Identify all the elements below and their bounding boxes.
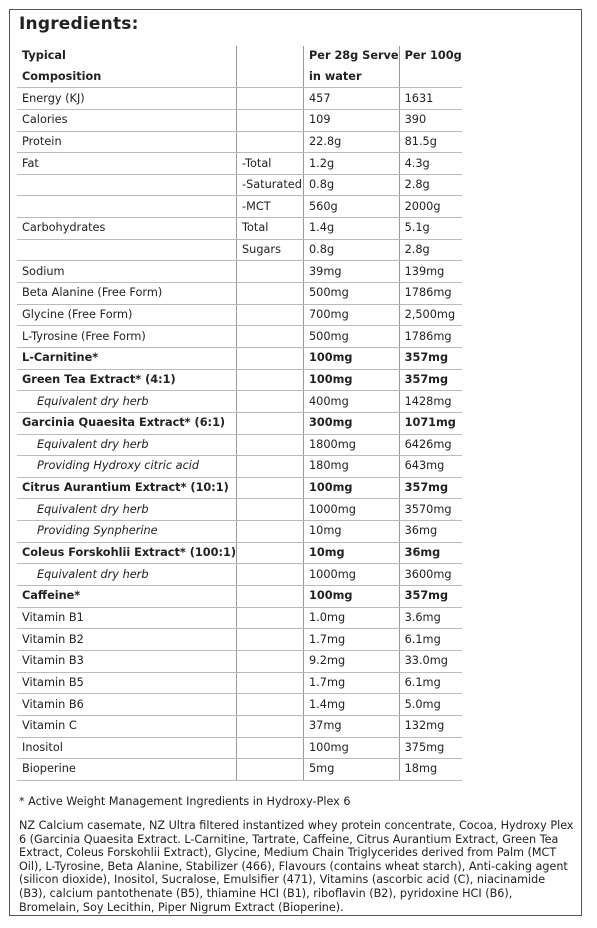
nutrient-name [17, 434, 237, 456]
nutrient-subtype [237, 153, 304, 175]
nutrient-name [17, 347, 237, 369]
nutrient-name-text: Providing Synpherine [37, 524, 158, 538]
nutrient-name [17, 672, 237, 694]
per-serve-value-text: 37mg [309, 719, 342, 733]
nutrient-name-text: Carbohydrates [22, 221, 106, 235]
nutrient-name-text: Energy (KJ) [22, 91, 85, 105]
nutrient-name [17, 607, 237, 629]
nutrient-subtype [237, 607, 304, 629]
per-serve-value-text: 457 [309, 91, 331, 105]
per-serve-value [304, 131, 400, 153]
per-serve-value [304, 672, 400, 694]
nutrient-name-text: Vitamin C [22, 719, 77, 733]
nutrient-name [17, 715, 237, 737]
per-100g-value-text: 18mg [404, 762, 438, 776]
per-100g-value-text: 1631 [404, 91, 434, 105]
per-serve-value-text: 100mg [309, 589, 353, 603]
nutrient-subtype [237, 218, 304, 240]
per-100g-value [399, 564, 462, 586]
nutrient-subtype [237, 629, 304, 651]
nutrient-name-text: Green Tea Extract* (4:1) [22, 372, 176, 386]
per-serve-value-text: 22.8g [309, 134, 342, 148]
per-100g-value [399, 715, 462, 737]
nutrient-subtype [237, 737, 304, 759]
table-row [17, 607, 462, 629]
per-serve-value [304, 239, 400, 261]
per-100g-value-text: 1786mg [404, 329, 452, 343]
nutrient-subtype [237, 131, 304, 153]
table-row [17, 196, 462, 218]
nutrient-name-text: L-Carnitine* [22, 351, 99, 365]
per-serve-value-text: 1.7mg [309, 675, 346, 689]
per-serve-value [304, 694, 400, 716]
nutrient-name-text: Glycine (Free Form) [22, 308, 133, 321]
per-100g-value [399, 153, 462, 175]
per-100g-value-text: 3600mg [404, 567, 452, 581]
per-100g-value-text: 139mg [404, 264, 445, 278]
per-serve-value-text: 100mg [309, 372, 353, 386]
nutrient-name-text: Bioperine [22, 762, 76, 776]
per-100g-value [399, 694, 462, 716]
table-row [17, 672, 462, 694]
table-row [17, 109, 462, 131]
table-header-row [17, 46, 462, 67]
nutrient-name-text: Vitamin B3 [22, 654, 84, 668]
per-100g-value [399, 326, 462, 348]
nutrient-subtype [237, 304, 304, 326]
per-100g-value-text: 2000g [404, 199, 441, 213]
per-100g-value-text: 357mg [404, 589, 449, 603]
header-per-100g: Per 100g [399, 46, 462, 67]
per-100g-value [399, 218, 462, 240]
nutrient-subtype [237, 672, 304, 694]
nutrient-name [17, 737, 237, 759]
footnote: * Active Weight Management Ingredients in Hydroxy-Plex 6 [19, 795, 351, 808]
nutrient-subtype [237, 391, 304, 413]
per-serve-value-text: 1.7mg [309, 632, 346, 646]
per-100g-value-text: 36mg [404, 546, 441, 560]
per-serve-value-text: 5mg [309, 762, 335, 776]
per-serve-value [304, 737, 400, 759]
per-100g-value [399, 109, 462, 131]
per-100g-value-text: 5.0mg [404, 697, 441, 711]
table-row [17, 715, 462, 737]
per-100g-value-text: 6.1mg [404, 675, 441, 689]
table-row [17, 737, 462, 759]
per-100g-value-text: 2,500mg [404, 308, 456, 321]
header-composition: Composition [17, 67, 237, 88]
per-serve-value [304, 218, 400, 240]
per-serve-value [304, 499, 400, 521]
per-100g-value-text: 6.1mg [404, 632, 441, 646]
nutrient-name [17, 521, 237, 543]
per-100g-value-text: 375mg [404, 740, 445, 754]
nutrient-subtype [237, 499, 304, 521]
header-per-100g-blank [399, 67, 462, 88]
per-100g-value [399, 586, 462, 608]
per-serve-value-text: 109 [309, 113, 331, 127]
table-row [17, 542, 462, 564]
per-serve-value [304, 650, 400, 672]
nutrient-subtype [237, 586, 304, 608]
per-serve-value [304, 412, 400, 434]
header-sub-blank-2 [237, 67, 304, 88]
per-serve-value [304, 174, 400, 196]
nutrient-name [17, 239, 237, 261]
per-100g-value-text: 132mg [404, 719, 445, 733]
nutrient-subtype [237, 694, 304, 716]
table-row [17, 304, 462, 326]
nutrient-subtype [237, 174, 304, 196]
per-serve-value [304, 326, 400, 348]
per-serve-value-text: 1.0mg [309, 610, 346, 624]
nutrient-name [17, 586, 237, 608]
table-header-row-2 [17, 67, 462, 88]
table-row [17, 369, 462, 391]
per-serve-value [304, 261, 400, 283]
table-row [17, 629, 462, 651]
nutrient-name [17, 391, 237, 413]
nutrient-subtype [237, 88, 304, 110]
nutrient-name [17, 218, 237, 240]
table-row [17, 456, 462, 478]
nutrient-name-text: Garcinia Quaesita Extract* (6:1) [22, 416, 226, 430]
per-100g-value-text: 4.3g [404, 156, 430, 170]
nutrient-name [17, 261, 237, 283]
table-row [17, 88, 462, 110]
table-row [17, 521, 462, 543]
per-100g-value [399, 607, 462, 629]
nutrient-name-text: Equivalent dry herb [37, 437, 149, 451]
nutrient-subtype-text: -Saturated [242, 178, 302, 192]
nutrient-name [17, 412, 237, 434]
nutrient-name-text: Protein [22, 134, 62, 148]
per-serve-value-text: 500mg [309, 286, 349, 300]
per-serve-value [304, 715, 400, 737]
nutrient-subtype [237, 477, 304, 499]
nutrient-subtype [237, 412, 304, 434]
per-100g-value [399, 261, 462, 283]
per-serve-value [304, 109, 400, 131]
nutrient-subtype [237, 347, 304, 369]
per-100g-value [399, 477, 462, 499]
nutrient-subtype-text: -MCT [242, 199, 271, 213]
per-serve-value [304, 88, 400, 110]
per-serve-value-text: 0.8g [309, 243, 335, 257]
nutrient-name-text: Vitamin B1 [22, 610, 84, 624]
nutrient-subtype [237, 715, 304, 737]
per-100g-value-text: 643mg [404, 459, 445, 473]
per-serve-value-text: 1.4mg [309, 697, 346, 711]
table-row [17, 564, 462, 586]
nutrient-subtype [237, 196, 304, 218]
nutrient-subtype [237, 650, 304, 672]
table-row [17, 239, 462, 261]
nutrition-table [17, 46, 462, 781]
table-row [17, 391, 462, 413]
per-serve-value [304, 629, 400, 651]
nutrient-name-text: Sodium [22, 264, 65, 278]
per-100g-value-text: 3.6mg [404, 610, 441, 624]
per-serve-value [304, 347, 400, 369]
per-serve-value [304, 586, 400, 608]
nutrient-subtype [237, 369, 304, 391]
nutrient-name [17, 564, 237, 586]
per-serve-value [304, 196, 400, 218]
nutrient-subtype [237, 434, 304, 456]
nutrient-subtype-text: Sugars [242, 243, 281, 257]
table-row [17, 499, 462, 521]
per-serve-value [304, 456, 400, 478]
per-100g-value-text: 1786mg [404, 286, 452, 300]
per-serve-value [304, 564, 400, 586]
per-100g-value [399, 412, 462, 434]
nutrient-name [17, 694, 237, 716]
per-100g-value [399, 650, 462, 672]
nutrient-subtype-text: Total [242, 221, 269, 235]
table-row [17, 153, 462, 175]
nutrient-subtype [237, 261, 304, 283]
table-row [17, 477, 462, 499]
per-100g-value [399, 629, 462, 651]
nutrient-name-text: Fat [22, 156, 39, 170]
per-100g-value [399, 672, 462, 694]
page-title: Ingredients: [19, 14, 139, 34]
per-100g-value-text: 390 [404, 113, 427, 127]
table-row [17, 412, 462, 434]
per-serve-value-text: 39mg [309, 264, 342, 278]
header-per-serve: Per 28g Serve [304, 46, 400, 67]
per-serve-value-text: 10mg [309, 546, 345, 560]
per-100g-value-text: 3570mg [404, 502, 452, 516]
nutrient-subtype [237, 283, 304, 305]
per-serve-value [304, 477, 400, 499]
header-typical: Typical [22, 49, 66, 63]
table-row [17, 174, 462, 196]
per-serve-value-text: 1800mg [309, 437, 356, 451]
per-100g-value [399, 196, 462, 218]
nutrient-name [17, 629, 237, 651]
per-100g-value-text: 36mg [404, 524, 438, 538]
per-100g-value [399, 347, 462, 369]
nutrient-subtype [237, 759, 304, 781]
per-serve-value-text: 1000mg [309, 567, 356, 581]
nutrient-name [17, 174, 237, 196]
per-serve-value-text: 9.2mg [309, 654, 346, 668]
nutrient-name [17, 542, 237, 564]
nutrient-name-text: Citrus Aurantium Extract* (10:1) [22, 481, 229, 495]
per-100g-value-text: 357mg [404, 351, 449, 365]
per-100g-value [399, 499, 462, 521]
per-100g-value [399, 456, 462, 478]
nutrient-name-text: Beta Alanine (Free Form) [22, 286, 163, 300]
per-100g-value [399, 304, 462, 326]
per-100g-value [399, 369, 462, 391]
per-serve-value-text: 10mg [309, 524, 342, 538]
nutrient-name [17, 499, 237, 521]
per-serve-value [304, 521, 400, 543]
per-serve-value [304, 434, 400, 456]
nutrient-subtype [237, 456, 304, 478]
nutrient-name-text: Coleus Forskohlii Extract* (100:1) [22, 546, 236, 560]
nutrient-name [17, 196, 237, 218]
per-100g-value-text: 1428mg [404, 394, 452, 408]
nutrient-name-text: Inositol [22, 740, 63, 754]
per-serve-value [304, 153, 400, 175]
per-serve-value-text: 1.4g [309, 221, 335, 235]
nutrient-name [17, 759, 237, 781]
nutrient-name-text: Equivalent dry herb [37, 502, 149, 516]
per-100g-value [399, 174, 462, 196]
per-serve-value-text: 400mg [309, 394, 349, 408]
per-100g-value-text: 81.5g [404, 134, 437, 148]
nutrient-name [17, 456, 237, 478]
per-100g-value [399, 391, 462, 413]
per-100g-value [399, 759, 462, 781]
per-100g-value [399, 283, 462, 305]
nutrient-subtype [237, 542, 304, 564]
table-row [17, 694, 462, 716]
per-100g-value-text: 357mg [404, 372, 449, 386]
per-serve-value-text: 1.2g [309, 156, 335, 170]
nutrient-subtype [237, 564, 304, 586]
nutrient-name-text: Vitamin B2 [22, 632, 84, 646]
per-serve-value [304, 304, 400, 326]
nutrient-name [17, 153, 237, 175]
nutrient-name-text: L-Tyrosine (Free Form) [22, 329, 146, 343]
per-serve-value-text: 100mg [309, 481, 353, 495]
per-serve-value [304, 759, 400, 781]
ingredients-text: NZ Calcium casemate, NZ Ultra filtered instantized whey protein concentrate, Cocoa, Hydroxy Plex 6 (Garcinia Quaesita Extract. L-Carnitine, Tartrate, Caffeine, Citrus Aurantium Extract, Green Tea Extract, Coleus Forskohlii Extract), Glycine, Medium Chain Triglycerides derived from Palm (MCT Oil), L-Tyrosine, Beta Alanine, Stabilizer (466), Flavours (contains wheat starch), Anti-caking agent (silicon dioxide), Inositol, Sucralose, Emulsifier (471), Vitamins (ascorbic acid (C), niacinamide (B3), calcium pantothenate (B5), thiamine HCI (B1), riboflavin (B2), pyridoxine HCI (B6), Bromelain, Soy Lecithin, Piper Nigrum Extract (Bioperine). [19, 819, 574, 914]
per-100g-value [399, 239, 462, 261]
per-100g-value [399, 131, 462, 153]
per-100g-value-text: 2.8g [404, 243, 430, 257]
nutrient-subtype [237, 239, 304, 261]
header-in-water: in water [304, 67, 400, 88]
per-100g-value-text: 33.0mg [404, 654, 448, 668]
nutrient-name [17, 326, 237, 348]
nutrient-name [17, 304, 237, 326]
per-serve-value-text: 560g [309, 199, 338, 213]
per-100g-value [399, 88, 462, 110]
per-100g-value-text: 2.8g [404, 178, 430, 192]
nutrient-name [17, 369, 237, 391]
per-serve-value [304, 607, 400, 629]
nutrient-name [17, 88, 237, 110]
header-sub-blank [237, 46, 304, 67]
nutrient-name [17, 109, 237, 131]
table-row [17, 434, 462, 456]
table-row [17, 586, 462, 608]
per-100g-value [399, 521, 462, 543]
per-serve-value-text: 100mg [309, 740, 349, 754]
per-100g-value [399, 737, 462, 759]
nutrition-table-body [17, 46, 462, 780]
per-serve-value [304, 369, 400, 391]
per-100g-value-text: 5.1g [404, 221, 430, 235]
nutrient-subtype-text: -Total [242, 156, 272, 170]
table-row [17, 347, 462, 369]
nutrient-name [17, 477, 237, 499]
nutrient-name-text: Equivalent dry herb [37, 567, 149, 581]
nutrient-name-text: Calories [22, 113, 68, 127]
per-serve-value-text: 0.8g [309, 178, 335, 192]
table-row [17, 759, 462, 781]
table-row [17, 261, 462, 283]
table-row [17, 283, 462, 305]
per-100g-value-text: 6426mg [404, 437, 452, 451]
per-serve-value-text: 500mg [309, 329, 349, 343]
per-serve-value-text: 100mg [309, 351, 353, 365]
per-serve-value-text: 180mg [309, 459, 349, 473]
nutrient-name-text: Equivalent dry herb [37, 394, 149, 408]
nutrient-name-text: Vitamin B6 [22, 697, 84, 711]
nutrient-subtype [237, 326, 304, 348]
nutrient-name [17, 283, 237, 305]
per-100g-value [399, 434, 462, 456]
nutrient-subtype [237, 521, 304, 543]
per-100g-value-text: 1071mg [404, 416, 456, 430]
per-serve-value-text: 1000mg [309, 502, 356, 516]
per-100g-value [399, 542, 462, 564]
nutrient-name-text: Vitamin B5 [22, 675, 84, 689]
table-row [17, 326, 462, 348]
nutrient-name [17, 650, 237, 672]
per-100g-value-text: 357mg [404, 481, 449, 495]
nutrient-name [17, 131, 237, 153]
per-serve-value-text: 300mg [309, 416, 353, 430]
nutrient-name-text: Caffeine* [22, 589, 81, 603]
per-serve-value [304, 391, 400, 413]
per-serve-value [304, 283, 400, 305]
table-row [17, 131, 462, 153]
nutrient-name-text: Providing Hydroxy citric acid [37, 459, 200, 473]
per-serve-value-text: 700mg [309, 308, 349, 321]
table-row [17, 650, 462, 672]
nutrient-subtype [237, 109, 304, 131]
table-row [17, 218, 462, 240]
per-serve-value [304, 542, 400, 564]
